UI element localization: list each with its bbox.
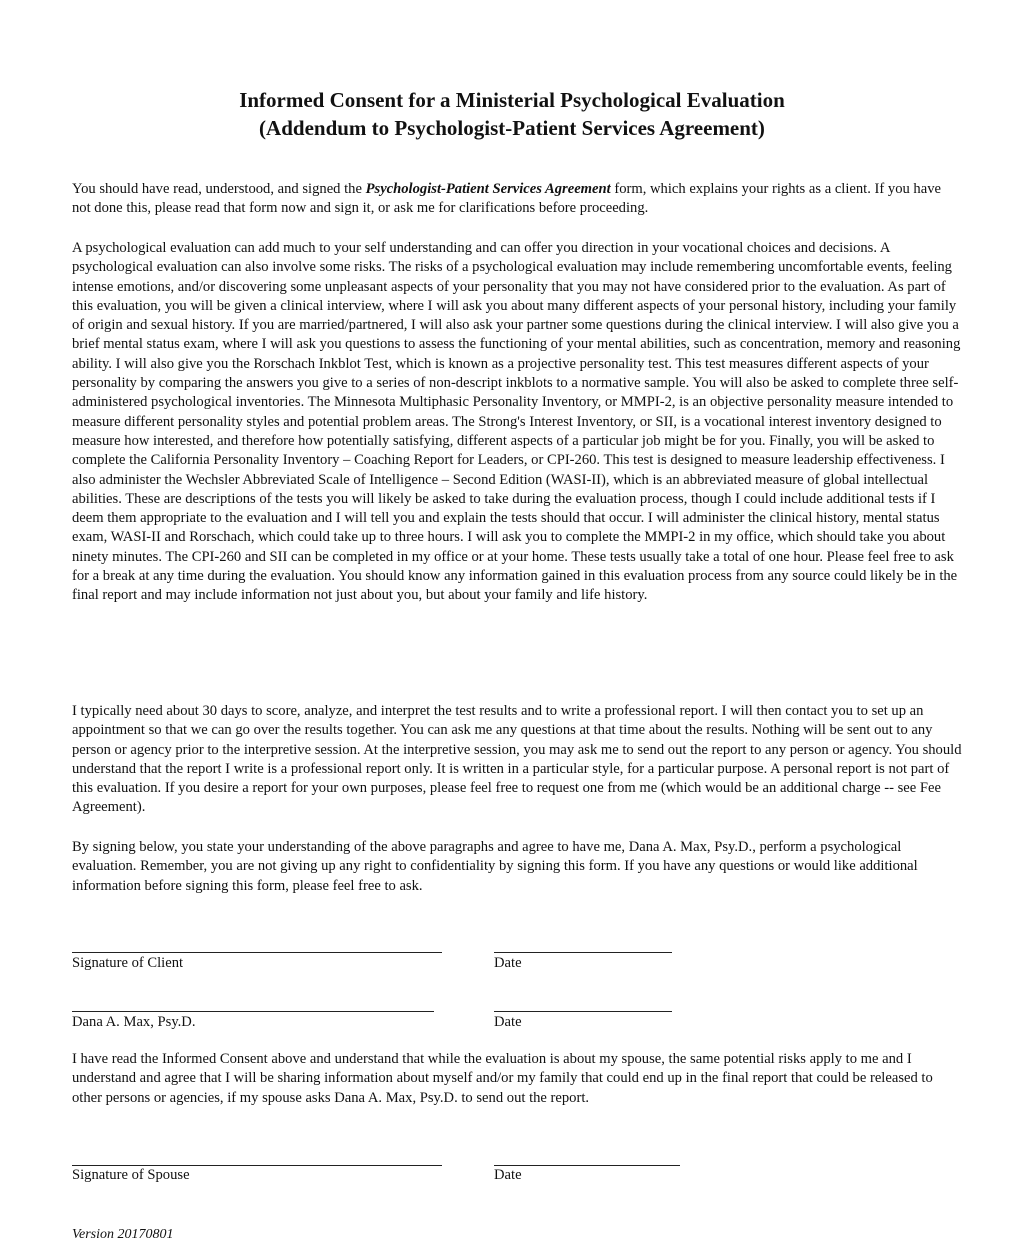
document-title (0, 86, 1024, 142)
spouse-date-line[interactable] (494, 1165, 680, 1166)
client-date-label: Date (494, 955, 522, 971)
client-signature-label: Signature of Client (72, 955, 184, 971)
version-label: Version 20170801 (72, 1227, 174, 1242)
psychologist-date-line[interactable] (494, 1011, 672, 1012)
client-date-line[interactable] (494, 952, 672, 953)
spouse-signature-label: Signature of Spouse (72, 1167, 190, 1183)
client-signature-line[interactable] (72, 952, 442, 953)
report-paragraph: I typically need about 30 days to score, analyze, and interpret the test results and to write a professional report. I will then contact you to set up an appointment so that we can go over the results together. You can ask me any questions at that time about the results. Nothing will be sent out to any person or agency prior to the interpretive session. At the interpretive session, you may ask me to send out the report to any person or agency. You should understand that the report I write is a professional report only. It is written in a particular style, for a particular purpose. A personal report is not part of this evaluation. If you desire a report for your own purposes, please feel free to request one from me (which would be an additional charge -- see Fee Agreement). (72, 703, 962, 816)
title-line-1: Informed Consent for a Ministerial Psychological Evaluation (239, 88, 785, 112)
psychologist-signature-label: Dana A. Max, Psy.D. (72, 1014, 196, 1030)
agreement-name: Psychologist-Patient Services Agreement (365, 181, 611, 197)
signing-paragraph: By signing below, you state your understanding of the above paragraphs and agree to have me, Dana A. Max, Psy.D., perform a psychological evaluation. Remember, you are not giving up any right to confidentiality by signing this form. If you have any questions or would like additional information before signing this form, please feel free to ask. (72, 839, 918, 894)
title-line-2: (Addendum to Psychologist-Patient Services Agreement) (259, 116, 765, 140)
spouse-paragraph: I have read the Informed Consent above and understand that while the evaluation is about my spouse, the same potential risks apply to me and I understand and agree that I will be sharing information about myself and/or my family that could end up in the final report that could be released to other persons or agencies, if my spouse asks Dana A. Max, Psy.D. to send out the report. (72, 1051, 933, 1106)
psychologist-signature-line[interactable] (72, 1011, 434, 1012)
intro-text-after: form, which explains your rights as a client. If you have not done this, please read that form now and sign it, or ask me for clarifications before proceeding. (72, 181, 941, 217)
spouse-date-label: Date (494, 1167, 522, 1183)
intro-paragraph (72, 180, 962, 219)
evaluation-paragraph: A psychological evaluation can add much to your self understanding and can offer you direction in your vocational choices and decisions. A psychological evaluation can also involve some risks. The risks of a psychological evaluation may include remembering uncomfortable events, feeling intense emotions, and/or discovering some unpleasant aspects of your personality that you may not have considered prior to the evaluation. As part of this evaluation, you will be given a clinical interview, where I will ask you about many different aspects of your personal history, including your family of origin and sexual history. If you are married/partnered, I will also ask your partner some questions during the clinical interview. I will also give you a brief mental status exam, where I will ask you questions to assess the functioning of your mental abilities, such as concentration, memory and reasoning ability. I will also give you the Rorschach Inkblot Test, which is known as a projective personality test. This test measures different aspects of your personality by comparing the answers you give to a series of non-descript inkblots to a normative sample. You will also be asked to complete three self-administered psychological inventories. The Minnesota Multiphasic Personality Inventory, or MMPI-2, is an objective personality measure intended to measure different personality styles and potential problem areas. The Strong's Interest Inventory, or SII, is a vocational interest inventory designed to measure how interested, and therefore how potentially satisfying, different aspects of a particular job might be for you. Finally, you will be asked to complete the California Personality Inventory – Coaching Report for Leaders, or CPI-260. This test is designed to measure leadership effectiveness. I also administer the Wechsler Abbreviated Scale of Intelligence – Second Edition (WASI-II), which is an abbreviated measure of global intellectual abilities. These are descriptions of the tests you will likely be asked to take during the evaluation process, though I could include additional tests if I deem them appropriate to the evaluation and I will tell you and explain the tests should that occur. I will administer the clinical history, mental status exam, WASI-II and Rorschach, which could take up to three hours. I will ask you to complete the MMPI-2 in my office, which should take you about ninety minutes. The CPI-260 and SII can be completed in my office or at your home. These tests usually take a total of one hour. Please feel free to ask for a break at any time during the evaluation. You should know any information gained in this evaluation process from any source could likely be in the final report and may include information not just about you, but about your family and life history. (72, 240, 961, 604)
psychologist-date-label: Date (494, 1014, 522, 1030)
intro-text-before: You should have read, understood, and signed the (72, 181, 366, 197)
